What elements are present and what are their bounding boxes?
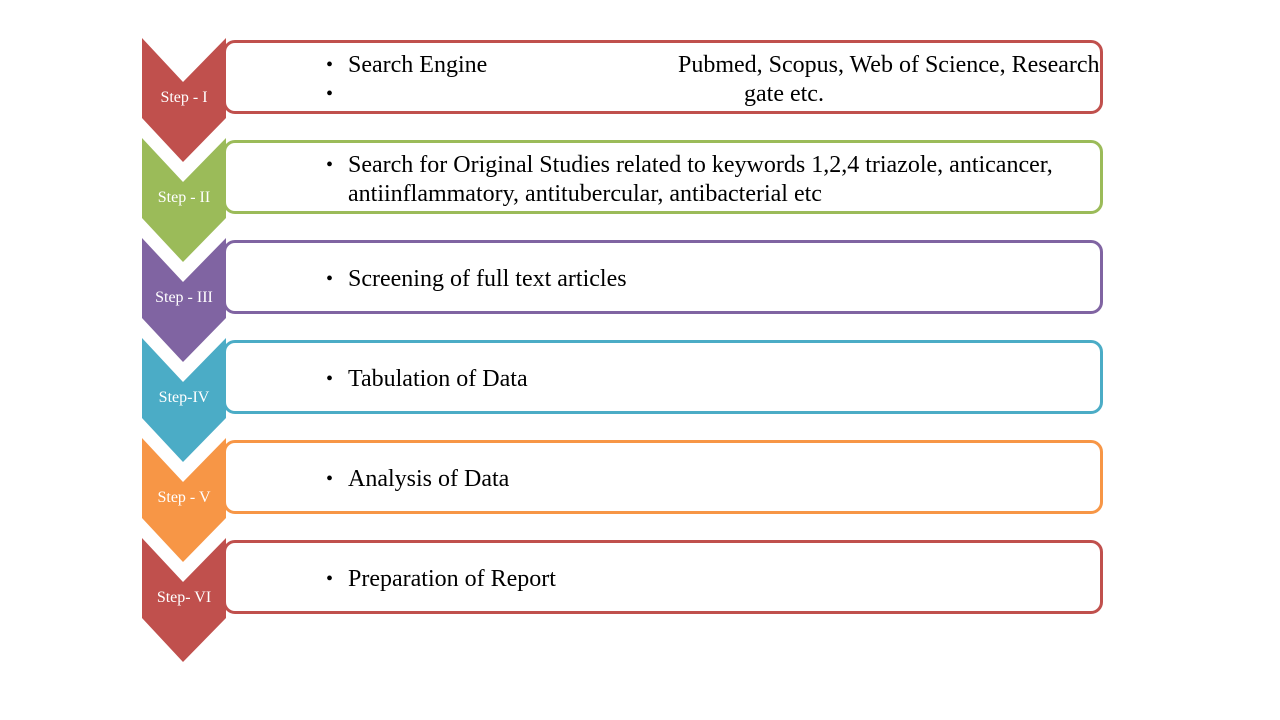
- step-1-bullet-2: [326, 80, 1070, 109]
- step-2-label: Step - II: [157, 189, 211, 206]
- step-6-bullets: [326, 565, 1070, 594]
- step-1-bullet-3-text: • gate etc.: [744, 81, 824, 107]
- step-5-label: Step - V: [157, 489, 211, 506]
- step-3-label: Step - III: [155, 289, 213, 306]
- step-3-bullet-1: • Screening of full text articles: [326, 265, 1070, 294]
- step-1-bullets: [326, 51, 1100, 109]
- step-5-bullet-1: • Analysis of Data: [326, 465, 1070, 494]
- step-4-bullets: [326, 365, 1070, 394]
- step-4-label: Step-IV: [158, 389, 210, 406]
- step-4-box: [223, 340, 1103, 414]
- step-5-bullets: [326, 465, 1070, 494]
- step-1-label: Step - I: [160, 89, 208, 106]
- step-2-box: [223, 140, 1103, 214]
- step-6-label: Step- VI: [156, 589, 212, 606]
- step-4-bullet-1: • Tabulation of Data: [326, 365, 1070, 394]
- step-2-bullet-1: • Search for Original Studies related to keywords 1,2,4 triazole, anticancer, antiinflammatory, antitubercular, antibacterial etc: [326, 151, 1070, 209]
- step-3-bullets: [326, 265, 1070, 294]
- step-1-bullet-2-text: Pubmed, Scopus, Web of Science, Research: [678, 52, 1100, 78]
- step-5-box: [223, 440, 1103, 514]
- step-6-chevron: [140, 538, 230, 663]
- step-2-bullets: [326, 151, 1070, 209]
- step-6: [140, 538, 1110, 663]
- step-6-box: [223, 540, 1103, 614]
- step-3-box: [223, 240, 1103, 314]
- step-1-box: [223, 40, 1103, 114]
- step-1-bullet-1: [326, 51, 1100, 80]
- step-1-bullet-1-text: • Search Engine: [348, 52, 488, 78]
- step-6-bullet-1: • Preparation of Report: [326, 565, 1070, 594]
